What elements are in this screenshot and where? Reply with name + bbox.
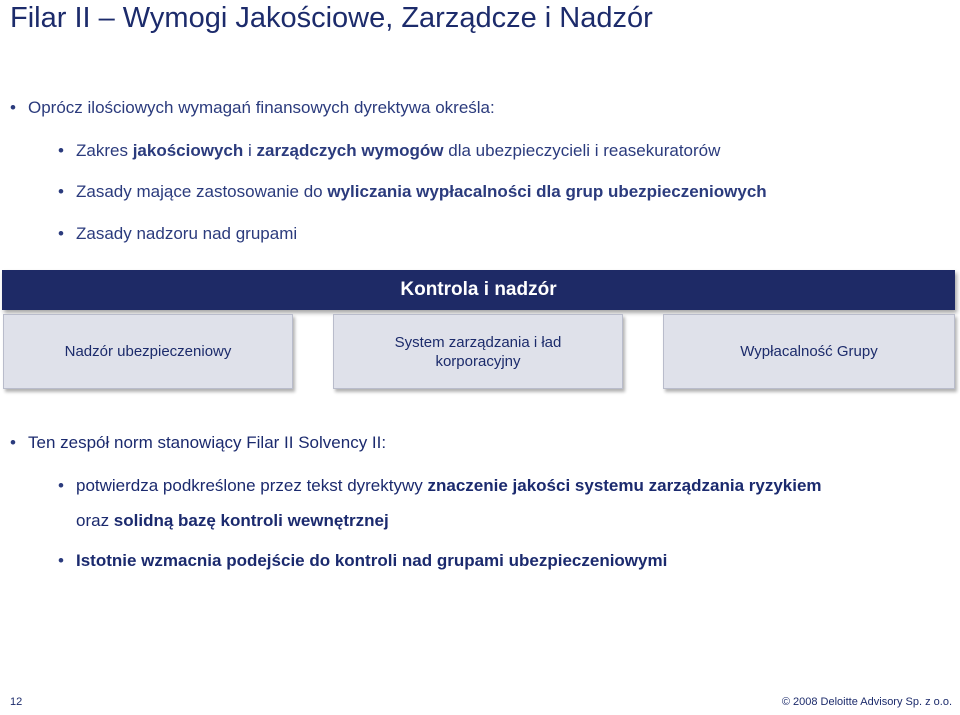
bullet-dot: • (10, 433, 16, 452)
bullet-confirms-cont (58, 511, 389, 531)
text-part-bold: zarządczych wymogów (256, 141, 444, 160)
bullet-intro-text: Oprócz ilościowych wymagań finansowych dyrektywa określa: (28, 98, 495, 117)
bullet-confirms-line1 (76, 476, 822, 495)
text-part: potwierdza podkreślone przez tekst dyrektywy (76, 476, 428, 495)
bullet-dot: • (58, 551, 64, 570)
bullet-group-rules (58, 182, 767, 202)
bullet-supervision (58, 224, 297, 244)
box-label: Wypłacalność Grupy (740, 343, 878, 360)
bullet-scope-text (76, 141, 720, 160)
bullet-strengthens-text: Istotnie wzmacnia podejście do kontroli nad grupami ubezpieczeniowymi (76, 551, 668, 570)
box-label: System zarządzania i ład korporacyjny (394, 333, 562, 370)
text-part: dla ubezpieczycieli i reasekuratorów (443, 141, 721, 160)
bullet-confirms-line2 (76, 511, 389, 530)
bullet-intro2 (10, 433, 386, 453)
box-insurance-supervision (3, 314, 293, 389)
page-number: 12 (10, 696, 23, 708)
bullet-dot: • (58, 476, 64, 495)
control-banner: Kontrola i nadzór (2, 270, 955, 310)
text-part: oraz (76, 511, 114, 530)
text-part-bold: jakościowych (132, 141, 244, 160)
text-part-bold: solidną bazę kontroli wewnętrznej (113, 511, 389, 530)
bullet-intro2-text: Ten zespół norm stanowiący Filar II Solvency II: (28, 433, 387, 452)
bullet-dot: • (10, 98, 16, 117)
bullet-dot: • (58, 182, 64, 201)
text-part: Zakres (76, 141, 133, 160)
text-part-bold: znaczenie jakości systemu zarządzania ryzykiem (427, 476, 822, 495)
text-part-bold: wyliczania wypłacalności dla grup ubezpieczeniowych (327, 182, 767, 201)
box-group-solvency (663, 314, 955, 389)
bullet-supervision-text: Zasady nadzoru nad grupami (76, 224, 298, 243)
bullet-strengthens (58, 551, 667, 571)
bullet-dot: • (58, 141, 64, 160)
bullet-group-rules-text (76, 182, 767, 201)
text-part: i (243, 141, 257, 160)
bullet-intro (10, 98, 495, 118)
copyright-notice: © 2008 Deloitte Advisory Sp. z o.o. (781, 696, 952, 708)
bullet-confirms (58, 476, 822, 496)
box-label: Nadzór ubezpieczeniowy (64, 343, 232, 360)
slide-title: Filar II – Wymogi Jakościowe, Zarządcze i Nadzór (10, 2, 653, 34)
bullet-scope (58, 141, 720, 161)
bullet-dot: • (58, 224, 64, 243)
text-part: Zasady mające zastosowanie do (76, 182, 328, 201)
box-governance (333, 314, 623, 389)
